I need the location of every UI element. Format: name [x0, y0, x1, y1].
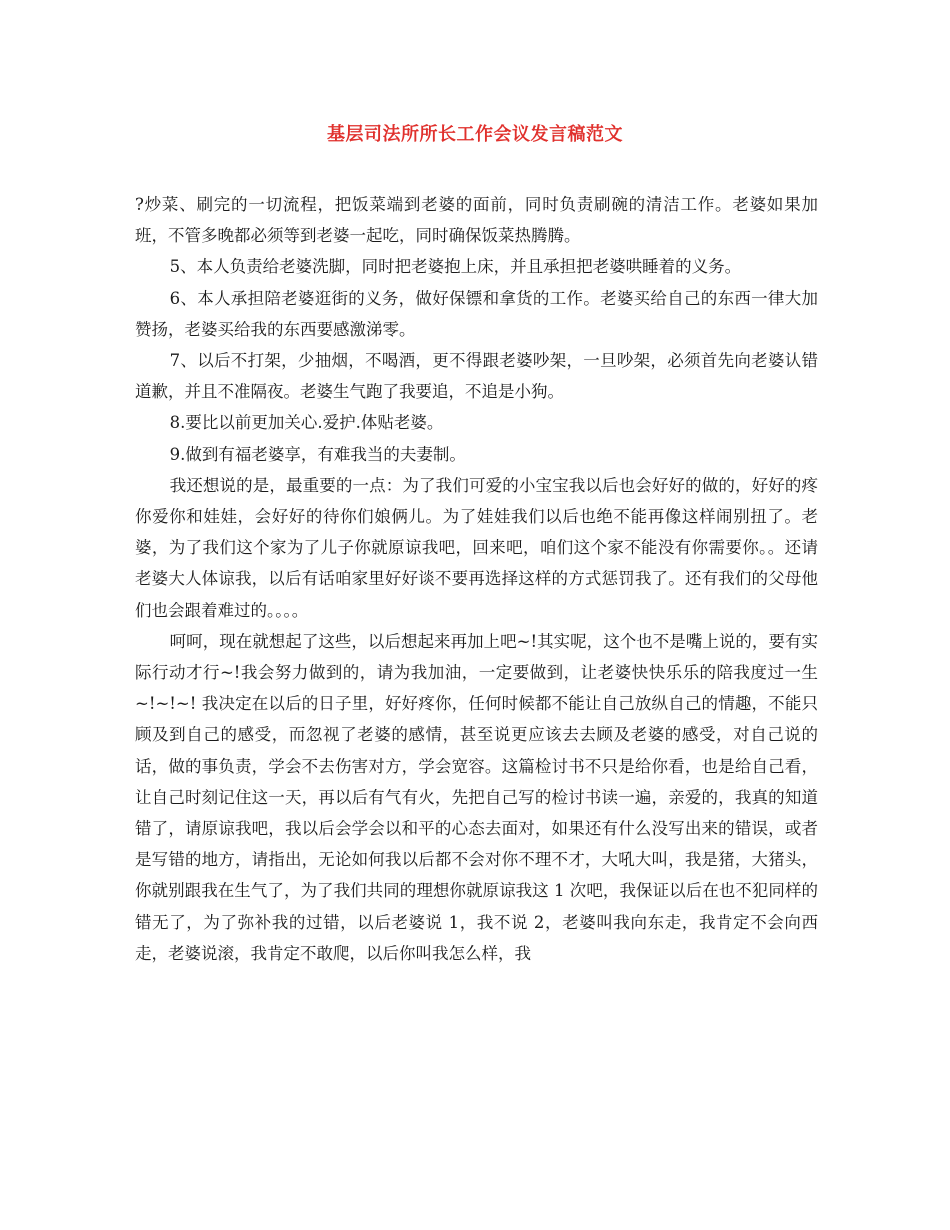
paragraph-baby: 我还想说的是，最重要的一点：为了我们可爱的小宝宝我以后也会好好的做的，好好的疼你爱你和娃娃，会好好的待你们娘俩儿。为了娃娃我们以后也绝不能再像这样闹别扭了。老婆，为了我们这个家为了儿子你就原谅我吧，回来吧，咱们这个家不能没有你需要你。。还请老婆大人体谅我，以后有话咱家里好好谈不要再选择这样的方式惩罚我了。还有我们的父母他们也会跟着难过的。。。。 — [135, 475, 818, 620]
paragraph-item-5: 5、本人负责给老婆洗脚，同时把老婆抱上床，并且承担把老婆哄睡着的义务。 — [169, 257, 742, 277]
document-body — [135, 189, 818, 969]
paragraph-item-8: 8.要比以前更加关心.爱护.体贴老婆。 — [169, 413, 444, 433]
paragraph-item-6: 6、本人承担陪老婆逛街的义务，做好保镖和拿货的工作。老婆买给自己的东西一律大加赞扬，老婆买给我的东西要感激涕零。 — [135, 288, 818, 339]
paragraph-item-7: 7、以后不打架，少抽烟，不喝酒，更不得跟老婆吵架，一旦吵架，必须首先向老婆认错道歉，并且不准隔夜。老婆生气跑了我要追，不追是小狗。 — [135, 351, 818, 402]
document-title: 基层司法所所长工作会议发言稿范文 — [327, 124, 623, 145]
paragraph-promise: 呵呵，现在就想起了这些，以后想起来再加上吧~!其实呢，这个也不是嘴上说的，要有实际行动才行~!我会努力做到的，请为我加油，一定要做到，让老婆快快乐乐的陪我度过一生~!~!~! 我决定在以后的日子里，好好疼你，任何时候都不能让自己放纵自己的情趣，不能只顾及到自己的感受，而忽视了老婆的感情，甚至说更应该去去顾及老婆的感受，对自己说的话，做的事负责，学会不去伤害对方，学会宽容。这篇检讨书不只是给你看，也是给自己看，让自己时刻记住这一天，再以后有气有火，先把自己写的检讨书读一遍，亲爱的，我真的知道错了，请原谅我吧，我以后会学会以和平的心态去面对，如果还有什么没写出来的错误，或者是写错的地方，请指出，无论如何我以后都不会对你不理不才，大吼大叫，我是猪，大猪头，你就别跟我在生气了，为了我们共同的理想你就原谅我这 1 次吧，我保证以后在也不犯同样的错无了，为了弥补我的过错，以后老婆说 1，我不说 2，老婆叫我向东走，我肯定不会向西走，老婆说滚，我肯定不敢爬，以后你叫我怎么样，我 — [135, 631, 818, 963]
paragraph-item-9: 9.做到有福老婆享，有难我当的夫妻制。 — [169, 444, 466, 464]
paragraph-continuation: ?炒菜、刷完的一切流程，把饭菜端到老婆的面前，同时负责刷碗的清洁工作。老婆如果加班，不管多晚都必须等到老婆一起吃，同时确保饭菜热腾腾。 — [135, 195, 818, 246]
